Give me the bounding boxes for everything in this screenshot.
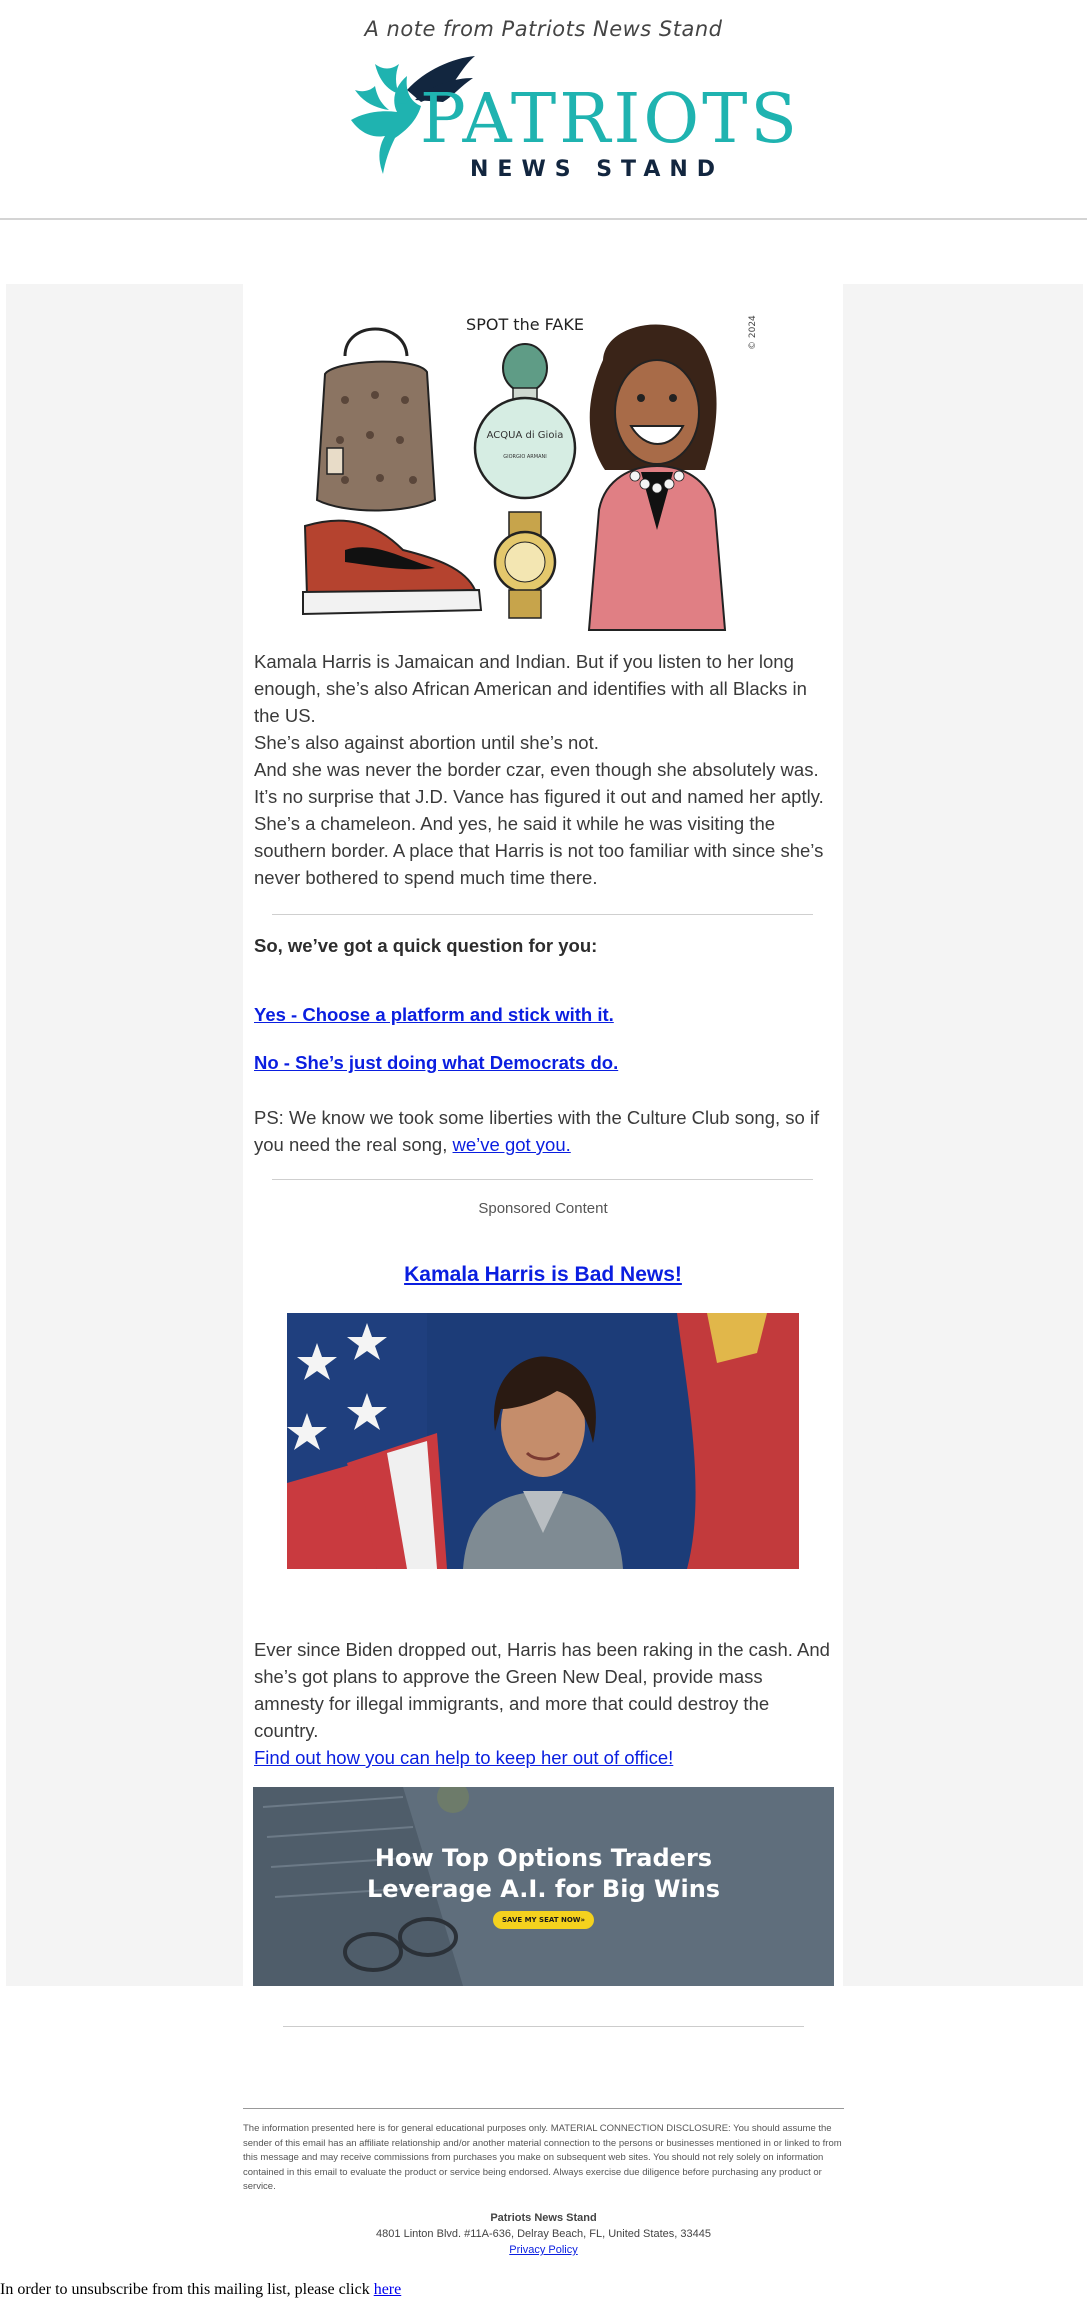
unsubscribe-text: In order to unsubscribe from this mailing list, please click <box>0 2281 374 2298</box>
org-name: Patriots News Stand <box>490 2212 597 2224</box>
ad-paragraph: Ever since Biden dropped out, Harris has been raking in the cash. And she’s got plans to approve the Green New Deal, provide mass amnesty for illegal immigrants, and more that could destroy the country. <box>254 1639 830 1741</box>
unsubscribe-link[interactable]: here <box>373 2281 402 2298</box>
banner-line-1: How Top Options Traders <box>374 1844 713 1872</box>
sponsored-label: Sponsored Content <box>478 1200 608 1217</box>
article-paragraph: She’s also against abortion until she’s not. <box>254 732 599 753</box>
article-paragraph: It’s no surprise that J.D. Vance has figured it out and named her aptly. She’s a chameleon. And yes, he said it while he was visiting the southern border. A place that Harris is not too familiar with since she’s never bothered to spend much time there. <box>254 786 824 888</box>
ad-body <box>254 1636 832 1771</box>
spot-the-fake-cartoon <box>285 300 795 638</box>
unsubscribe-notice <box>0 2281 401 2299</box>
article-body <box>254 648 832 891</box>
perfume-label: ACQUA di Gioia <box>486 430 564 441</box>
footer-divider <box>283 2026 804 2027</box>
poll-option-no-link[interactable]: No - She’s just doing what Democrats do. <box>254 1052 619 1073</box>
real-song-link[interactable]: we’ve got you. <box>452 1134 571 1155</box>
trading-banner-ad[interactable] <box>253 1787 834 1986</box>
org-address: 4801 Linton Blvd. #11A-636, Delray Beach, FL, United States, 33445 <box>376 2228 711 2240</box>
keep-her-out-link[interactable]: Find out how you can help to keep her out of office! <box>254 1747 674 1768</box>
perfume-brand: GIORGIO ARMANI <box>503 454 547 460</box>
svg-text:© 2024: © 2024 <box>748 315 758 350</box>
disclaimer-divider <box>243 2108 844 2109</box>
privacy-policy-link[interactable]: Privacy Policy <box>509 2244 578 2256</box>
logo-subtitle: NEWS STAND <box>470 157 725 182</box>
article-paragraph: Kamala Harris is Jamaican and Indian. But if you listen to her long enough, she’s also African American and identifies with all Blacks in the US. <box>254 651 807 726</box>
ps-paragraph <box>254 1104 832 1158</box>
disclaimer-text: The information presented here is for general educational purposes only. MATERIAL CONNECTION DISCLOSURE: You should assume the sender of this email has an affiliate relationship and/or another material connection to the persons or businesses mentioned in or linked to from this message and may receive commissions from purchases you make on subsequent web sites. You should not rely solely on information contained in this email to evaluate the product or service being endorsed. Always exercise due diligence before purchasing any product or service. <box>243 2123 842 2192</box>
ad-title-link[interactable]: Kamala Harris is Bad News! <box>404 1263 682 1286</box>
header-divider <box>0 218 1087 220</box>
ad-photo[interactable] <box>287 1313 799 1569</box>
banner-headline <box>253 1843 834 1905</box>
cartoon-caption: SPOT the FAKE <box>466 315 584 334</box>
section-divider <box>272 914 813 915</box>
save-my-seat-button[interactable]: SAVE MY SEAT NOW» <box>493 1911 594 1929</box>
privacy-policy-row <box>243 2244 844 2256</box>
poll-question: So, we’ve got a quick question for you: <box>254 935 598 956</box>
article-paragraph: And she was never the border czar, even though she absolutely was. <box>254 759 819 780</box>
section-divider <box>272 1179 813 1180</box>
banner-line-2: Leverage A.I. for Big Wins <box>366 1875 721 1903</box>
poll-option-yes-link[interactable]: Yes - Choose a platform and stick with it. <box>254 1004 614 1025</box>
logo-wordmark: PATRIOTS <box>420 80 801 159</box>
header-tagline: A note from Patriots News Stand <box>364 17 723 41</box>
ps-text: PS: We know we took some liberties with the Culture Club song, so if you need the real song, <box>254 1107 820 1155</box>
